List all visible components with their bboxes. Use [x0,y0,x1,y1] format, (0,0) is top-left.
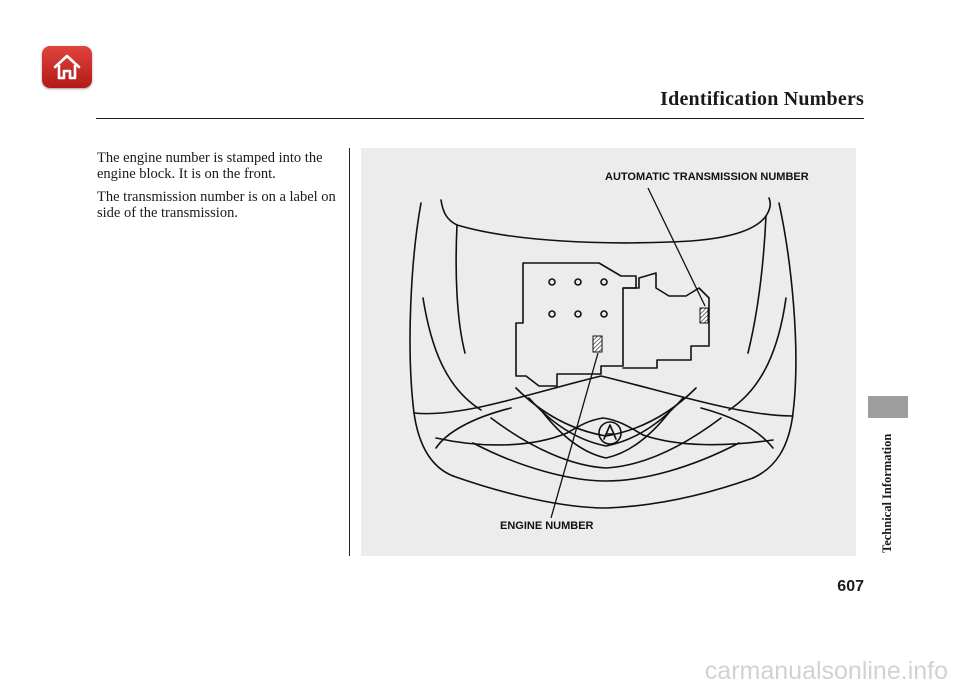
page-title: Identification Numbers [660,88,864,110]
paragraph-engine-number: The engine number is stamped into the engine block. It is on the front. [97,150,323,182]
transmission-number-label: AUTOMATIC TRANSMISSION NUMBER [605,171,809,183]
engine-bay-illustration [361,148,856,556]
car-front-drawing [361,148,856,556]
home-button[interactable] [42,46,92,88]
body-text [97,150,337,228]
title-divider [96,118,864,119]
section-tab-label: Technical Information [880,433,894,553]
page-number: 607 [837,578,864,595]
watermark: carmanualsonline.info [704,657,948,685]
column-divider [349,148,350,556]
section-tab[interactable] [868,396,908,418]
paragraph-transmission-number: The transmission number is on a label on side of the transmission. [97,189,336,221]
home-icon [52,53,82,81]
engine-number-label: ENGINE NUMBER [500,520,594,532]
